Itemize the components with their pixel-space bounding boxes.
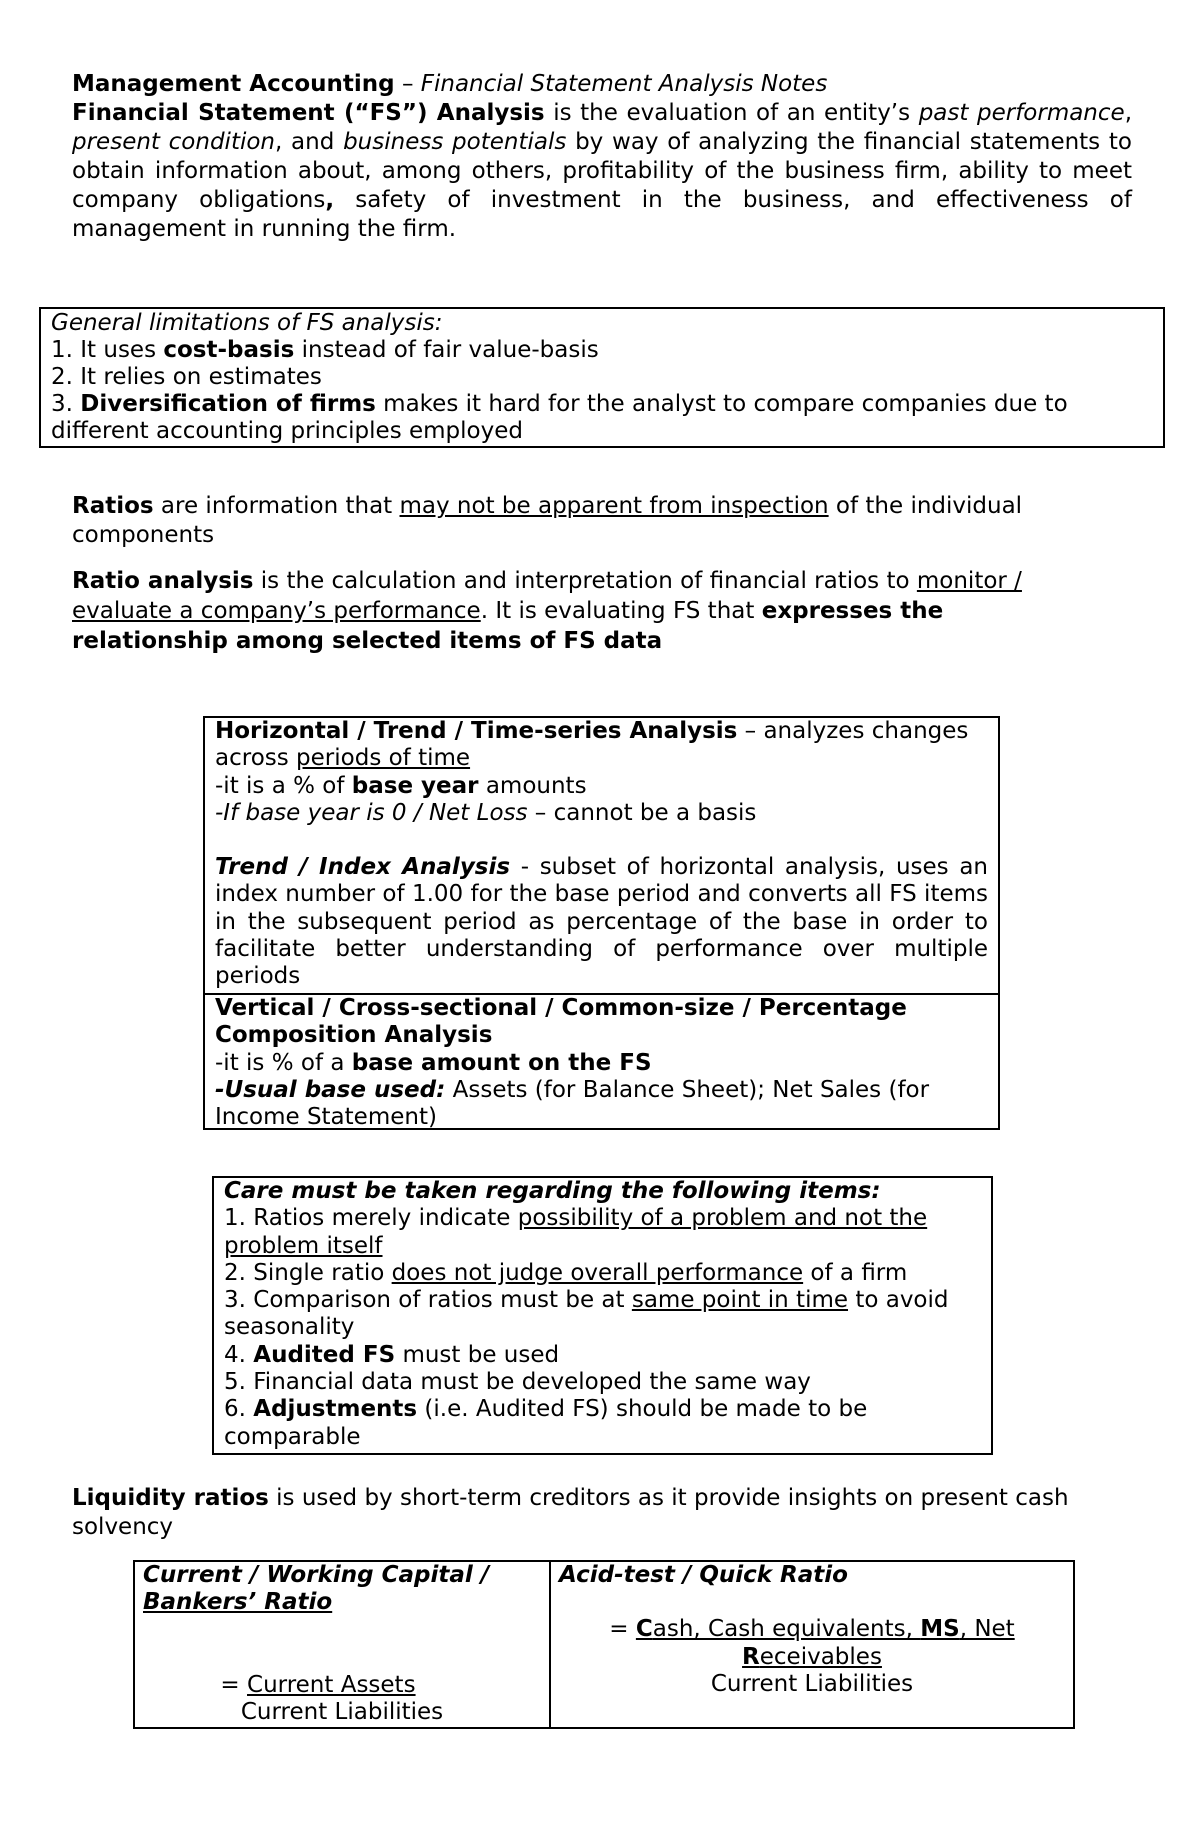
- care-item-4: 4. Audited FS must be used: [224, 1341, 560, 1368]
- intro-text-1: is the evaluation of an entity’s: [544, 100, 919, 126]
- ratio-analysis-bold: expresses the relationship among selected items of FS data: [72, 598, 944, 654]
- title-dash: –: [394, 71, 421, 97]
- quick-ratio-title: Acid-test / Quick Ratio: [559, 1562, 848, 1588]
- limitation-item-2: 2. It relies on estimates: [51, 364, 322, 390]
- limitation-item-1: 1. It uses cost-basis instead of fair value-basis: [51, 337, 599, 363]
- current-ratio-numerator: = Current Assets: [220, 1671, 416, 1698]
- bankers-ratio-title: Bankers’ Ratio: [143, 1589, 333, 1616]
- care-box: [212, 1176, 993, 1455]
- vertical-line-3: -Usual base used: Assets (for Balance Sheet); Net Sales (for Income Statement): [215, 1076, 930, 1131]
- intro-comma: ,: [325, 187, 335, 213]
- quick-ratio-numerator-2: Receivables: [742, 1643, 882, 1670]
- limitations-title: General limitations of FS analysis:: [51, 310, 443, 336]
- ratio-analysis-underline: monitor / evaluate a company’s performance: [72, 568, 1022, 624]
- trend-title: Trend / Index Analysis: [215, 854, 511, 881]
- vertical-section: [205, 995, 998, 1131]
- intro-em-past: past performance: [918, 100, 1125, 126]
- trend-analysis-text: Trend / Index Analysis - subset of horizontal analysis, uses an index number of 1.00 for the base period and converts all FS items in the subsequent period as percentage of the base in order to facilitate better understanding of performance over multiple periods: [215, 854, 988, 990]
- topic-name: Financial Statement Analysis Notes: [420, 71, 828, 97]
- care-item-1: 1. Ratios merely indicate possibility of a problem and not the problem itself: [224, 1205, 928, 1259]
- quick-ratio-cell: [551, 1562, 1073, 1727]
- current-ratio-denominator: Current Liabilities: [240, 1698, 444, 1725]
- course-name: Management Accounting: [72, 71, 395, 97]
- current-ratio-title: Current / Working Capital /: [143, 1562, 490, 1588]
- care-item-5: 5. Financial data must be developed the same way: [224, 1369, 811, 1396]
- ratio-analysis-paragraph: Ratio analysis is the calculation and interpretation of financial ratios to monitor / evaluate a company’s performance. It is evaluating FS that expresses the relationship among selected items of FS data: [72, 568, 1022, 654]
- horizontal-section: [205, 718, 998, 995]
- care-item-2: 2. Single ratio does not judge overall performance of a firm: [224, 1259, 908, 1286]
- horizontal-title: Horizontal / Trend / Time-series Analysis: [215, 718, 738, 744]
- intro-text-5: safety of investment in the business, and effectiveness of management in running the firm.: [72, 187, 1132, 242]
- care-item-6: 6. Adjustments (i.e. Audited FS) should be made to be comparable: [224, 1396, 868, 1450]
- ratios-paragraph: Ratios are information that may not be apparent from inspection of the individual components: [72, 493, 1023, 548]
- horizontal-title-line: Horizontal / Trend / Time-series Analysis – analyzes changes across periods of time: [215, 718, 969, 772]
- ratios-term: Ratios: [72, 493, 154, 519]
- intro-em-potentials: business potentials: [343, 129, 567, 155]
- analysis-types-box: [203, 716, 1000, 1130]
- care-item-3: 3. Comparison of ratios must be at same point in time to avoid seasonality: [224, 1287, 949, 1341]
- quick-ratio-denominator: Current Liabilities: [710, 1670, 914, 1697]
- liquidity-term: Liquidity ratios: [72, 1485, 269, 1511]
- ratio-analysis-term: Ratio analysis: [72, 568, 254, 594]
- ratios-underline: may not be apparent from inspection: [399, 493, 829, 519]
- limitation-item-3: 3. Diversification of firms makes it hard for the analyst to compare companies due to different accounting principles employed: [51, 391, 1068, 444]
- care-title: Care must be taken regarding the following items:: [224, 1178, 881, 1204]
- quick-ratio-numerator: = Cash, Cash equivalents, MS, Net: [609, 1616, 1015, 1643]
- intro-paragraph: [72, 99, 1132, 244]
- liquidity-paragraph: Liquidity ratios is used by short-term creditors as it provide insights on present cash solvency: [72, 1485, 1069, 1540]
- periods-of-time-underline: periods of time: [296, 745, 471, 772]
- liquidity-ratio-table: [133, 1560, 1075, 1729]
- intro-em-present: present condition: [72, 129, 276, 155]
- horizontal-line-3: -If base year is 0 / Net Loss – cannot be a basis: [215, 799, 757, 826]
- current-ratio-cell: [135, 1562, 551, 1727]
- limitations-box: [39, 307, 1165, 448]
- vertical-line-2: -it is % of a base amount on the FS: [215, 1049, 652, 1076]
- intro-text-4: by way of analyzing the financial statements to obtain information about, among others, profitability of the business firm, ability to meet company obligations: [72, 129, 1132, 213]
- fs-analysis-term: Financial Statement (“FS”) Analysis: [72, 100, 545, 126]
- intro-text-3: , and: [275, 129, 344, 155]
- horizontal-line-2: -it is a % of base year amounts: [215, 772, 587, 799]
- vertical-title: Vertical / Cross-sectional / Common-size / Percentage Composition Analysis: [215, 995, 907, 1049]
- intro-text-2: ,: [1124, 100, 1132, 126]
- document-title: [72, 70, 1132, 99]
